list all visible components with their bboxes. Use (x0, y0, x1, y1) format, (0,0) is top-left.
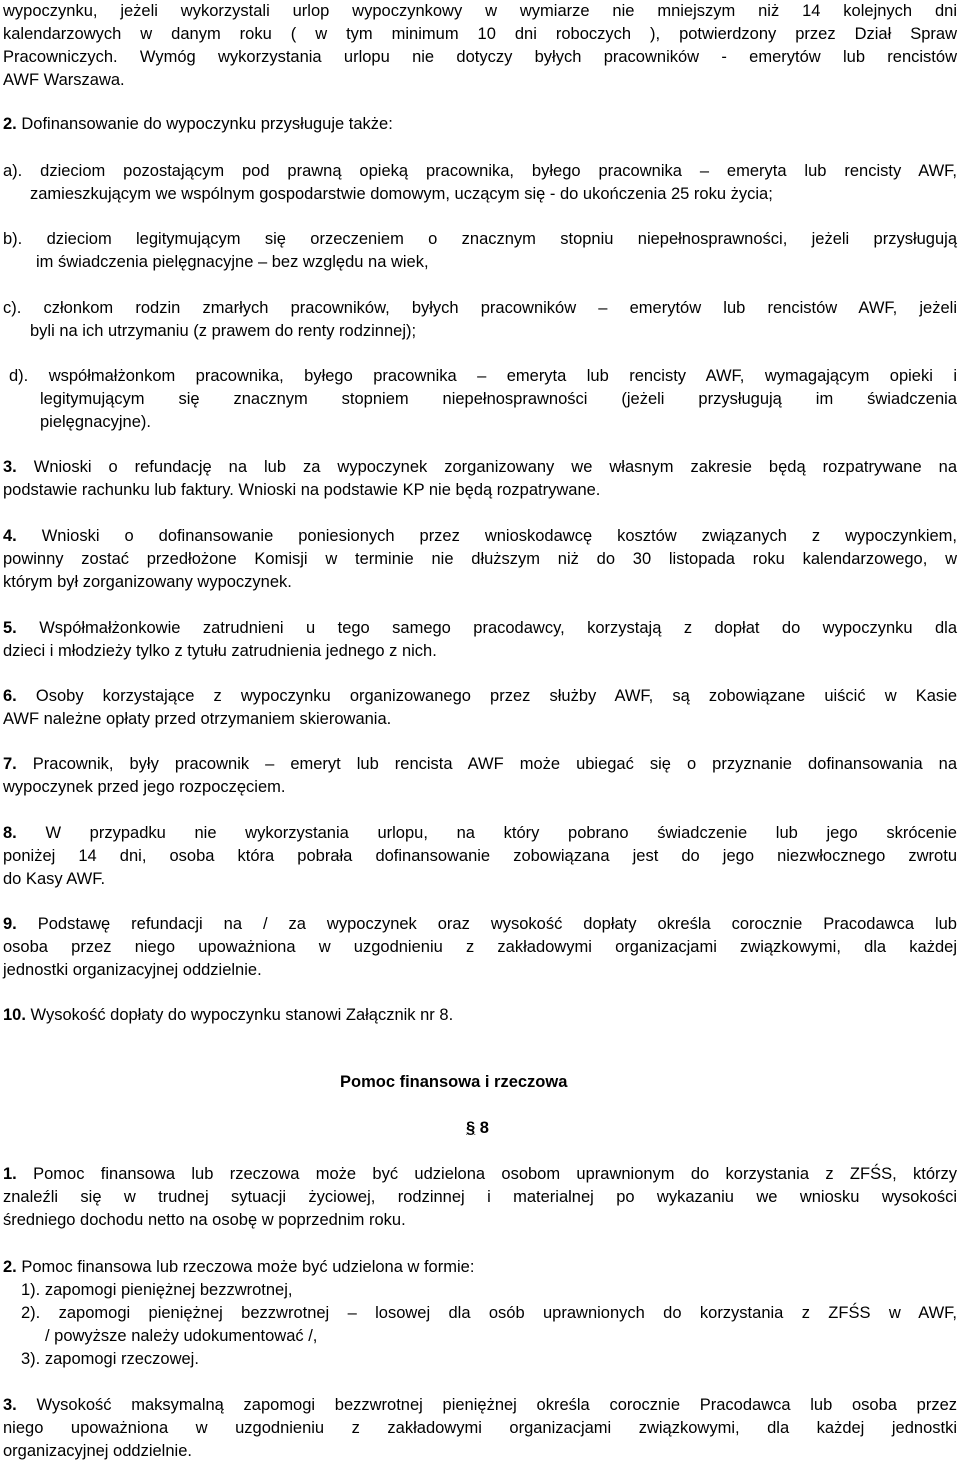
text-line: wypoczynku, jeżeli wykorzystali urlop wypoczynkowy w wymiarze nie mniejszym niż 14 kolejnych dni (3, 2, 957, 20)
paragraph-9 (3, 913, 957, 982)
paragraph-number: 10. (3, 1006, 26, 1024)
text-line: podstawie rachunku lub faktury. Wnioski na podstawie KP nie będą rozpatrywane. (3, 481, 601, 499)
text-line: organizacyjnej oddzielnie. (3, 1442, 192, 1460)
list-item: 3). zapomogi rzeczowej. (21, 1350, 199, 1368)
section-number-value: 8 (479, 1119, 489, 1137)
section-paragraph-3 (3, 1394, 957, 1463)
list-item-a (3, 160, 957, 206)
section-heading: Pomoc finansowa i rzeczowa (340, 1073, 568, 1091)
text-line: Podstawę refundacji na / za wypoczynek oraz wysokość dopłaty określa corocznie Pracodawca lub (37, 915, 957, 933)
text-line: Wnioski o dofinansowanie poniesionych przez wnioskodawcę kosztów związanych z wypoczynkiem, (41, 527, 957, 545)
paragraph-number: 2. (3, 1258, 17, 1276)
text-line: niego upoważniona w uzgodnieniu z zakładowymi organizacjami związkowymi, dla każdej jednostki (3, 1419, 957, 1437)
text-line: im świadczenia pielęgnacyjne – bez względu na wiek, (36, 253, 429, 271)
text-line: d). współmałżonkom pracownika, byłego pracownika – emeryta lub rencisty AWF, wymagającym opieki i (9, 367, 957, 385)
paragraph-7 (3, 753, 957, 799)
list-item-b (3, 228, 957, 274)
text-line: wypoczynek przed jego rozpoczęciem. (3, 778, 286, 796)
paragraph-number: 4. (3, 527, 17, 545)
text-line: Osoby korzystające z wypoczynku organizowanego przez służby AWF, są zobowiązane uiścić w Kasie (35, 687, 958, 705)
paragraph-8 (3, 822, 957, 891)
text-line: b). dzieciom legitymującym się orzeczeniem o znacznym stopniu niepełnosprawności, jeżeli przysługują (3, 230, 957, 248)
text-line: legitymującym się znacznym stopniem niepełnosprawności (jeżeli przysługują im świadczenia (40, 390, 957, 408)
text-line: poniżej 14 dni, osoba która pobrała dofinansowanie zobowiązana jest do jego niezwłocznego zwrotu (3, 847, 957, 865)
text-line: średniego dochodu netto na osobę w poprzednim roku. (3, 1211, 406, 1229)
text-line: byli na ich utrzymaniu (z prawem do renty rodzinnej); (30, 322, 417, 340)
text-line: dzieci i młodzieży tylko z tytułu zatrudnienia jednego z nich. (3, 642, 437, 660)
text-line: Wysokość maksymalną zapomogi bezzwrotnej pieniężnej określa corocznie Pracodawca lub osoba przez (36, 1396, 957, 1414)
paragraph-number: 8. (3, 824, 17, 842)
section-sign: § (466, 1119, 476, 1137)
text-line: Pomoc finansowa lub rzeczowa może być udzielona w formie: (21, 1258, 475, 1276)
paragraph-number: 2. (3, 115, 17, 133)
paragraph-3 (3, 456, 957, 502)
paragraph-number: 7. (3, 755, 17, 773)
paragraph-number: 5. (3, 619, 17, 637)
paragraph-number: 6. (3, 687, 17, 705)
paragraph-4 (3, 525, 957, 594)
text-line: którym był zorganizowany wypoczynek. (3, 573, 292, 591)
paragraph-number: 3. (3, 458, 17, 476)
text-line: c). członkom rodzin zmarłych pracowników, byłych pracowników – emerytów lub rencistów AWF, jeżeli (3, 299, 957, 317)
paragraph-text: Dofinansowanie do wypoczynku przysługuje także: (21, 115, 393, 133)
list-item-d (3, 365, 957, 434)
text-line: Wnioski o refundację na lub za wypoczynek zorganizowany we własnym zakresie będą rozpatrywane na (33, 458, 957, 476)
text-line: Pracowniczych. Wymóg wykorzystania urlopu nie dotyczy byłych pracowników - emerytów lub rencistów (3, 48, 957, 66)
intro-paragraph (3, 0, 957, 92)
text-line: pielęgnacyjne). (40, 413, 151, 431)
text-line: Pracownik, były pracownik – emeryt lub rencista AWF może ubiegać się o przyznanie dofinansowania na (32, 755, 957, 773)
list-item: 2). zapomogi pieniężnej bezzwrotnej – losowej dla osób uprawnionych do korzystania z ZFŚS w AWF, (21, 1304, 957, 1322)
paragraph-2 (3, 113, 957, 136)
paragraph-number: 3. (3, 1396, 17, 1414)
paragraph-number: 9. (3, 915, 17, 933)
text-line: Współmałżonkowie zatrudnieni u tego samego pracodawcy, korzystają z dopłat do wypoczynku dla (39, 619, 957, 637)
paragraph-5 (3, 617, 957, 663)
list-item: 1). zapomogi pieniężnej bezzwrotnej, (21, 1281, 293, 1299)
text-line: Pomoc finansowa lub rzeczowa może być udzielona osobom uprawnionym do korzystania z ZFŚS, którzy (33, 1165, 957, 1183)
section-paragraph-2 (3, 1256, 957, 1371)
text-line: zamieszkującym we wspólnym gospodarstwie domowym, uczącym się - do ukończenia 25 roku życia; (30, 185, 773, 203)
paragraph-10 (3, 1004, 957, 1027)
text-line: jednostki organizacyjnej oddzielnie. (3, 961, 262, 979)
paragraph-6 (3, 685, 957, 731)
text-line: W przypadku nie wykorzystania urlopu, na który pobrano świadczenie lub jego skrócenie (45, 824, 957, 842)
text-line: osoba przez niego upoważniona w uzgodnieniu z zakładowymi organizacjami związkowymi, dla każdej (3, 938, 957, 956)
list-item-continuation: / powyższe należy udokumentować /, (45, 1327, 318, 1345)
section-number (466, 1117, 489, 1140)
list-item-c (3, 297, 957, 343)
section-paragraph-1 (3, 1163, 957, 1232)
text-line: a). dzieciom pozostającym pod prawną opieką pracownika, byłego pracownika – emeryta lub rencisty AWF, (3, 162, 957, 180)
text-line: powinny zostać przedłożone Komisji w terminie nie dłuższym niż do 30 listopada roku kalendarzowego, w (3, 550, 957, 568)
text-line: kalendarzowych w danym roku ( w tym minimum 10 dni roboczych ), potwierdzony przez Dział Spraw (3, 25, 957, 43)
paragraph-number: 1. (3, 1165, 17, 1183)
text-line: do Kasy AWF. (3, 870, 106, 888)
text-line: AWF Warszawa. (3, 71, 125, 89)
text-line: AWF należne opłaty przed otrzymaniem skierowania. (3, 710, 392, 728)
text-line: znaleźli się w trudnej sytuacji życiowej, rodzinnej i materialnej po wykazaniu we wniosku wysokości (3, 1188, 957, 1206)
paragraph-text: Wysokość dopłaty do wypoczynku stanowi Załącznik nr 8. (30, 1006, 454, 1024)
